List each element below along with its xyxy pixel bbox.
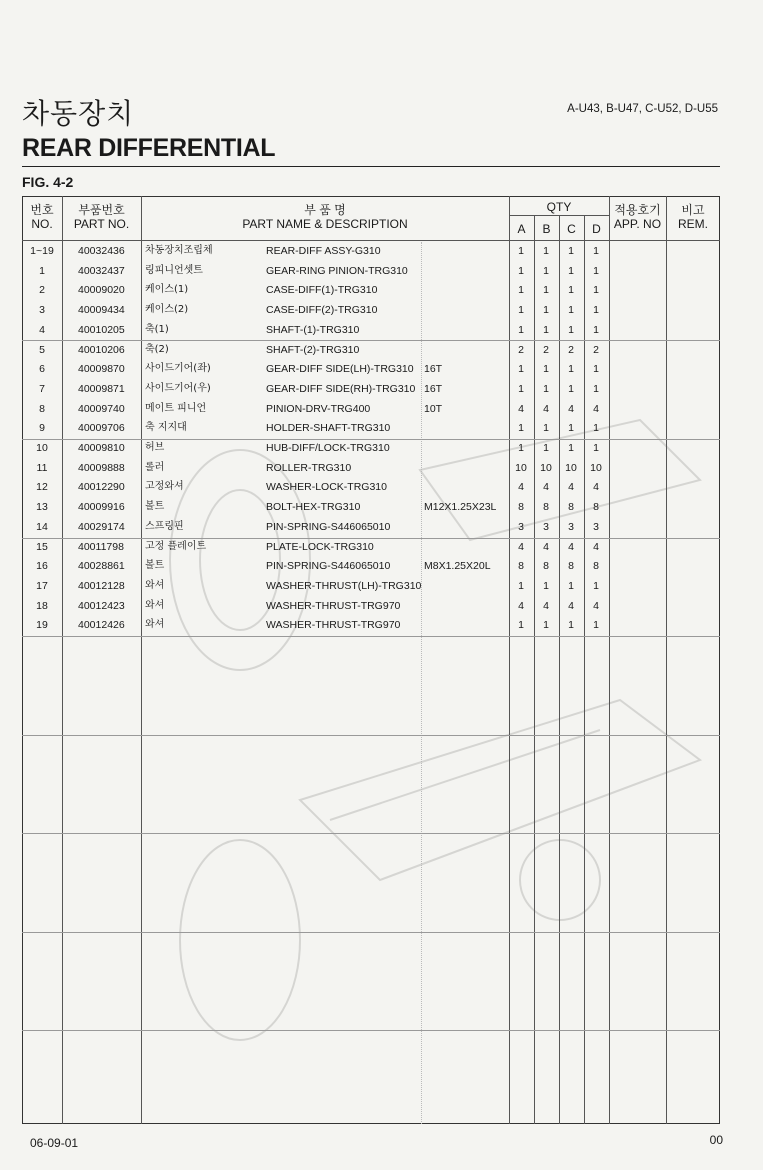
row-qty-a: 1 (518, 284, 524, 296)
row-qty-c: 3 (568, 521, 574, 533)
row-name-kr: 허브 (145, 442, 165, 453)
row-name-en: WASHER-THRUST(LH)-TRG310 (266, 580, 422, 592)
group-divider (22, 439, 720, 440)
row-name-en: PINION-DRV-TRG400 (266, 403, 371, 415)
col-divider (62, 196, 63, 1124)
row-name-kr: 사이드기어(우) (145, 383, 211, 394)
row-qty-d: 1 (593, 284, 599, 296)
row-qty-c: 1 (568, 265, 574, 277)
group-divider (22, 932, 720, 933)
row-qty-c: 10 (565, 462, 577, 474)
row-qty-d: 1 (593, 265, 599, 277)
row-item-no: 18 (36, 600, 48, 612)
row-item-no: 6 (39, 363, 45, 375)
row-part-no: 40010206 (78, 344, 125, 356)
row-qty-b: 1 (543, 580, 549, 592)
row-qty-b: 1 (543, 422, 549, 434)
row-part-no: 40009740 (78, 403, 125, 415)
row-part-no: 40032437 (78, 265, 125, 277)
row-name-kr: 메이트 피니언 (145, 403, 207, 414)
model-list: A-U43, B-U47, C-U52, D-U55 (567, 103, 718, 115)
row-qty-b: 1 (543, 265, 549, 277)
row-part-no: 40009020 (78, 284, 125, 296)
row-qty-c: 1 (568, 324, 574, 336)
row-name-kr: 와셔 (145, 619, 165, 630)
row-item-no: 5 (39, 344, 45, 356)
header-qty-c: C (567, 222, 576, 236)
row-part-no: 40032436 (78, 245, 125, 257)
row-part-no: 40009916 (78, 501, 125, 513)
row-qty-d: 4 (593, 481, 599, 493)
row-qty-c: 1 (568, 422, 574, 434)
row-qty-b: 3 (543, 521, 549, 533)
row-qty-b: 1 (543, 363, 549, 375)
header-part-kr: 부품번호 (78, 203, 125, 217)
row-name-en: PIN-SPRING-S446065010 (266, 521, 391, 533)
header-no-en: NO. (31, 217, 53, 231)
row-qty-c: 8 (568, 501, 574, 513)
row-name-en: WASHER-THRUST-TRG970 (266, 619, 401, 631)
row-qty-b: 1 (543, 284, 549, 296)
row-qty-c: 4 (568, 541, 574, 553)
row-qty-c: 4 (568, 600, 574, 612)
row-qty-a: 4 (518, 481, 524, 493)
row-name-en: SHAFT-(2)-TRG310 (266, 344, 360, 356)
row-qty-d: 2 (593, 344, 599, 356)
row-qty-c: 1 (568, 363, 574, 375)
row-item-no: 9 (39, 422, 45, 434)
row-item-no: 1~19 (30, 245, 54, 257)
header-qty: QTY (546, 200, 572, 214)
row-item-no: 12 (36, 481, 48, 493)
row-qty-b: 1 (543, 245, 549, 257)
row-part-no: 40009871 (78, 383, 125, 395)
qty-divider (509, 215, 609, 216)
row-name-en: HOLDER-SHAFT-TRG310 (266, 422, 391, 434)
row-name-kr: 케이스(1) (145, 284, 189, 295)
revision-date: 06-09-01 (30, 1136, 79, 1150)
row-item-no: 13 (36, 501, 48, 513)
row-qty-a: 1 (518, 422, 524, 434)
row-part-no: 40010205 (78, 324, 125, 336)
row-qty-c: 1 (568, 619, 574, 631)
row-name-kr: 볼트 (145, 560, 165, 571)
row-qty-a: 1 (518, 580, 524, 592)
row-part-no: 40012426 (78, 619, 125, 631)
row-qty-d: 4 (593, 403, 599, 415)
row-name-kr: 와셔 (145, 580, 165, 591)
row-qty-c: 1 (568, 383, 574, 395)
header-app-no (609, 203, 666, 231)
row-qty-d: 1 (593, 619, 599, 631)
row-qty-a: 10 (515, 462, 527, 474)
row-spec: 16T (424, 383, 443, 395)
header-part-name (141, 203, 509, 231)
row-item-no: 19 (36, 619, 48, 631)
title-divider (22, 166, 720, 167)
row-part-no: 40012290 (78, 481, 125, 493)
header-name-kr: 부 품 명 (304, 203, 346, 217)
header-divider (22, 240, 720, 241)
col-divider (609, 196, 610, 1124)
row-qty-a: 8 (518, 501, 524, 513)
row-qty-d: 1 (593, 324, 599, 336)
row-spec: 10T (424, 403, 443, 415)
row-qty-d: 1 (593, 245, 599, 257)
row-part-no: 40012423 (78, 600, 125, 612)
row-item-no: 7 (39, 383, 45, 395)
header-rem-kr: 비고 (681, 203, 705, 217)
row-qty-b: 1 (543, 619, 549, 631)
row-qty-b: 1 (543, 383, 549, 395)
row-qty-b: 4 (543, 600, 549, 612)
row-name-en: WASHER-THRUST-TRG970 (266, 600, 401, 612)
row-name-kr: 스프링핀 (145, 521, 184, 532)
row-part-no: 40009810 (78, 442, 125, 454)
row-name-en: GEAR-DIFF SIDE(RH)-TRG310 (266, 383, 416, 395)
row-name-kr: 축(1) (145, 324, 169, 335)
row-name-kr: 고정 플레이트 (145, 541, 207, 552)
row-part-no: 40009706 (78, 422, 125, 434)
row-name-kr: 볼트 (145, 501, 165, 512)
col-divider (141, 196, 142, 1124)
row-name-kr: 축(2) (145, 344, 169, 355)
header-no-kr: 번호 (30, 203, 54, 217)
row-qty-c: 1 (568, 580, 574, 592)
row-qty-a: 1 (518, 363, 524, 375)
row-name-kr: 고정와셔 (145, 481, 184, 492)
header-part-en: PART NO. (73, 217, 130, 231)
row-qty-b: 8 (543, 501, 549, 513)
row-name-en: GEAR-DIFF SIDE(LH)-TRG310 (266, 363, 414, 375)
row-qty-d: 1 (593, 304, 599, 316)
row-spec: M8X1.25X20L (424, 560, 491, 572)
row-qty-a: 1 (518, 245, 524, 257)
row-part-no: 40009870 (78, 363, 125, 375)
row-qty-c: 2 (568, 344, 574, 356)
row-name-en: REAR-DIFF ASSY-G310 (266, 245, 381, 257)
row-qty-c: 1 (568, 245, 574, 257)
row-qty-d: 1 (593, 580, 599, 592)
row-name-en: BOLT-HEX-TRG310 (266, 501, 361, 513)
row-qty-b: 1 (543, 304, 549, 316)
row-qty-a: 4 (518, 403, 524, 415)
row-qty-a: 1 (518, 619, 524, 631)
row-name-en: SHAFT-(1)-TRG310 (266, 324, 360, 336)
row-qty-c: 4 (568, 403, 574, 415)
header-name-en: PART NAME & DESCRIPTION (242, 217, 408, 231)
row-item-no: 2 (39, 284, 45, 296)
page-title-korean: 차동장치 (22, 97, 135, 130)
row-qty-b: 1 (543, 324, 549, 336)
row-qty-d: 8 (593, 501, 599, 513)
row-item-no: 1 (39, 265, 45, 277)
group-divider (22, 636, 720, 637)
header-remarks (666, 203, 720, 231)
row-spec: 16T (424, 363, 443, 375)
row-name-en: HUB-DIFF/LOCK-TRG310 (266, 442, 390, 454)
row-qty-b: 10 (540, 462, 552, 474)
row-name-en: CASE-DIFF(2)-TRG310 (266, 304, 378, 316)
row-qty-b: 4 (543, 403, 549, 415)
row-part-no: 40029174 (78, 521, 125, 533)
row-qty-d: 8 (593, 560, 599, 572)
row-item-no: 17 (36, 580, 48, 592)
row-qty-d: 4 (593, 600, 599, 612)
row-qty-c: 1 (568, 304, 574, 316)
row-name-kr: 롤러 (145, 462, 165, 473)
row-name-en: ROLLER-TRG310 (266, 462, 352, 474)
row-spec: M12X1.25X23L (424, 501, 497, 513)
row-qty-b: 4 (543, 541, 549, 553)
row-qty-c: 8 (568, 560, 574, 572)
row-qty-d: 1 (593, 442, 599, 454)
row-qty-c: 4 (568, 481, 574, 493)
row-qty-a: 3 (518, 521, 524, 533)
row-qty-d: 4 (593, 541, 599, 553)
page-title: REAR DIFFERENTIAL (22, 134, 276, 162)
row-part-no: 40012128 (78, 580, 125, 592)
row-qty-b: 2 (543, 344, 549, 356)
row-qty-d: 1 (593, 422, 599, 434)
row-qty-a: 2 (518, 344, 524, 356)
col-divider (421, 242, 422, 1124)
row-part-no: 40009888 (78, 462, 125, 474)
row-qty-a: 4 (518, 541, 524, 553)
row-qty-d: 10 (590, 462, 602, 474)
row-part-no: 40011798 (78, 541, 124, 553)
group-divider (22, 1030, 720, 1031)
header-no (22, 203, 62, 231)
row-item-no: 16 (36, 560, 48, 572)
parts-table (22, 196, 720, 1124)
group-divider (22, 833, 720, 834)
row-item-no: 14 (36, 521, 48, 533)
row-qty-c: 1 (568, 442, 574, 454)
group-divider (22, 538, 720, 539)
row-qty-a: 1 (518, 324, 524, 336)
row-item-no: 10 (36, 442, 48, 454)
row-qty-b: 1 (543, 442, 549, 454)
row-qty-b: 8 (543, 560, 549, 572)
row-qty-c: 1 (568, 284, 574, 296)
row-qty-d: 1 (593, 383, 599, 395)
row-name-kr: 케이스(2) (145, 304, 189, 315)
row-name-kr: 사이드기어(좌) (145, 363, 211, 374)
row-name-en: PIN-SPRING-S446065010 (266, 560, 391, 572)
row-qty-a: 1 (518, 304, 524, 316)
header-qty-d: D (592, 222, 601, 236)
row-item-no: 8 (39, 403, 45, 415)
group-divider (22, 735, 720, 736)
header-app-kr: 적용호기 (614, 203, 661, 217)
header-part-no (62, 203, 141, 231)
row-qty-a: 1 (518, 265, 524, 277)
row-part-no: 40028861 (78, 560, 125, 572)
group-divider (22, 340, 720, 341)
row-qty-d: 1 (593, 363, 599, 375)
header-qty-a: A (517, 222, 526, 236)
row-name-kr: 축 지지대 (145, 422, 187, 433)
row-part-no: 40009434 (78, 304, 125, 316)
col-divider (666, 196, 667, 1124)
header-app-en: APP. NO (613, 217, 662, 231)
row-qty-a: 1 (518, 442, 524, 454)
header-qty-b: B (542, 222, 551, 236)
row-name-kr: 링피니언셋트 (145, 265, 203, 276)
row-item-no: 11 (36, 462, 48, 474)
row-qty-a: 8 (518, 560, 524, 572)
row-name-kr: 와셔 (145, 600, 165, 611)
row-name-en: WASHER-LOCK-TRG310 (266, 481, 387, 493)
row-qty-a: 1 (518, 383, 524, 395)
header-rem-en: REM. (678, 217, 708, 231)
row-name-en: CASE-DIFF(1)-TRG310 (266, 284, 378, 296)
row-name-kr: 차동장치조립체 (145, 245, 213, 256)
row-item-no: 3 (39, 304, 45, 316)
figure-label: FIG. 4-2 (22, 174, 74, 190)
row-name-en: PLATE-LOCK-TRG310 (266, 541, 374, 553)
row-qty-d: 3 (593, 521, 599, 533)
row-item-no: 15 (36, 541, 48, 553)
row-item-no: 4 (39, 324, 45, 336)
row-qty-a: 4 (518, 600, 524, 612)
row-qty-b: 4 (543, 481, 549, 493)
page-number: 00 (709, 1133, 723, 1147)
row-name-en: GEAR-RING PINION-TRG310 (266, 265, 408, 277)
